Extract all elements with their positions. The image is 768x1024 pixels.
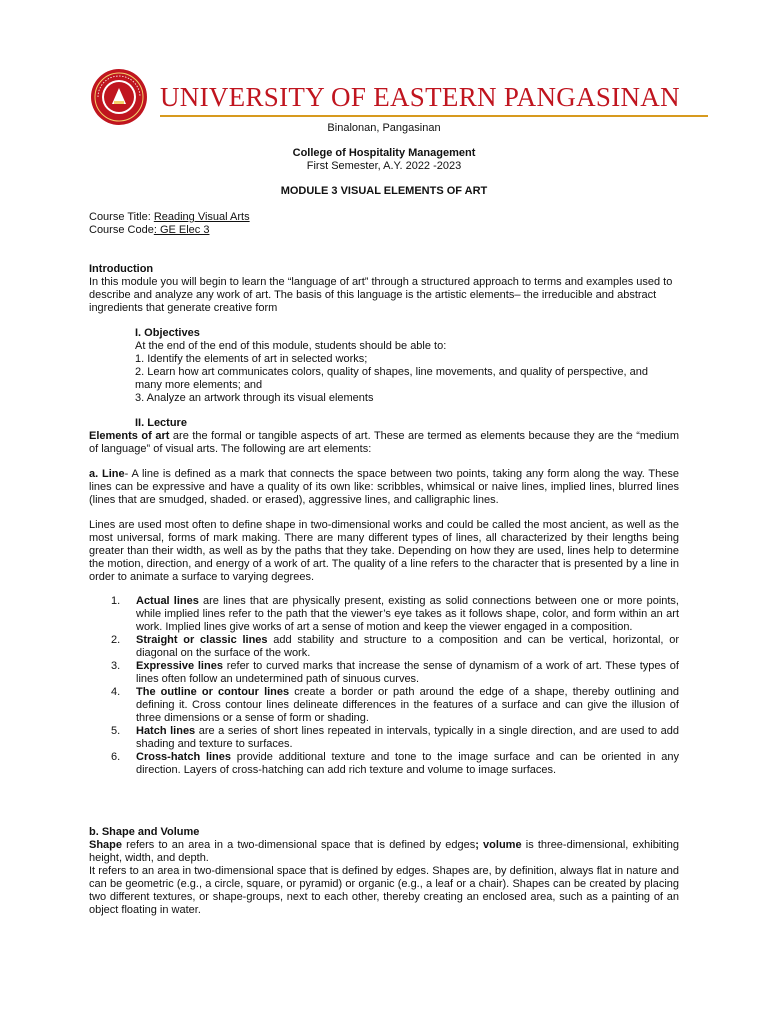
objective-item: 3. Analyze an artwork through its visual elements <box>135 392 374 404</box>
objective-item: 1. Identify the elements of art in selected works; <box>135 353 368 365</box>
course-title-label: Course Title: <box>89 211 154 223</box>
shape-semicolon: ; <box>475 839 479 851</box>
elements-term: Elements of art <box>89 430 170 442</box>
list-number: 6. <box>111 751 121 763</box>
line-paragraph <box>89 468 679 507</box>
list-text: add stability and structure to a composition and can be vertical, horizontal, or diagonal on the surface of the work. <box>136 634 679 659</box>
line-term: a. Line <box>89 468 125 480</box>
list-item <box>89 686 679 725</box>
list-text: are lines that are physically present, existing as solid connections between one or more points, while implied lines refer to the path that the viewer’s eye takes as it follows shape, color, and form within an art work. Implied lines give works of art a sense of motion and keep the viewer engaged in a composition. <box>136 595 679 633</box>
course-title-value: Reading Visual Arts <box>153 211 250 223</box>
list-number: 3. <box>111 660 121 672</box>
list-term: Actual lines <box>136 595 199 607</box>
objectives-section <box>135 327 675 405</box>
list-number: 4. <box>111 686 121 698</box>
list-item <box>89 751 679 777</box>
header-divider <box>160 115 708 117</box>
elements-text: are the formal or tangible aspects of art. These are termed as elements because they are the “medium of language” of visual arts. The following are art elements: <box>89 430 679 455</box>
shape-definition <box>89 839 679 865</box>
shape-term: Shape <box>89 839 123 851</box>
course-code-line <box>89 224 679 237</box>
letterhead <box>88 68 718 124</box>
college-name: College of Hospitality Management <box>292 147 476 159</box>
objective-item: 2. Learn how art communicates colors, quality of shapes, line movements, and quality of perspective, and many more elements; and <box>135 366 648 391</box>
lecture-heading: II. Lecture <box>135 417 187 429</box>
list-term: Expressive lines <box>136 660 223 672</box>
shape-text-1: refers to an area in a two-dimensional space that is defined by edges <box>122 839 476 851</box>
list-term: Hatch lines <box>136 725 196 737</box>
lines-paragraph: Lines are used most often to define shape in two-dimensional works and could be called the most ancient, as well as the most universal, forms of mark making. There are many different types of lines, all characterized by their lengths being greater than their width, as well as by the paths that they take. Depending on how they are used, lines help to determine the motion, direction, and energy of a work of art. The quality of a line refers to the character that is presented by a line in order to animate a surface to varying degrees. <box>89 519 679 583</box>
line-text: - A line is defined as a mark that connects the space between two points, taking any form along the way. These lines can be expressive and have a quality of its own like: scribbles, whimsical or naive lines, implied lines, blurred lines (lines that are smudged, shaded. or erased), aggressive lines, and calligraphic lines. <box>89 468 680 506</box>
list-text: are a series of short lines repeated in intervals, typically in a single direction, and are used to add shading and texture to surfaces. <box>136 725 679 750</box>
course-info <box>89 211 679 237</box>
list-number: 5. <box>111 725 121 737</box>
shape-heading: b. Shape and Volume <box>89 826 200 838</box>
list-item <box>89 595 679 634</box>
elements-paragraph <box>89 430 679 456</box>
semester: First Semester, A.Y. 2022 -2023 <box>306 160 462 172</box>
list-term: Cross-hatch lines <box>136 751 232 763</box>
location: Binalonan, Pangasinan <box>327 122 441 134</box>
list-term: Straight or classic lines <box>136 634 268 646</box>
university-seal-icon <box>90 68 148 126</box>
introduction-text: In this module you will begin to learn the “language of art” through a structured approach to terms and examples used to describe and analyze any work of art. The basis of this language is the artistic elements– the irreducible and abstract ingredients that generate creative form <box>89 276 673 314</box>
university-name: UNIVERSITY OF EASTERN PANGASINAN <box>160 82 680 112</box>
module-title: MODULE 3 VISUAL ELEMENTS OF ART <box>280 185 488 197</box>
volume-term: volume <box>478 839 522 851</box>
course-title-line <box>89 211 679 224</box>
course-code-value: : GE Elec 3 <box>153 224 210 236</box>
shape-paragraph: It refers to an area in two-dimensional space that is defined by edges. Shapes are, by definition, always flat in nature and can be geometric (e.g., a circle, square, or pyramid) or organic (e.g., a leaf or a chair). Shapes can be created by placing two different textures, or shape-groups, next to each other, thereby creating an enclosed area, such as a painting of an object floating in water. <box>89 865 679 916</box>
line-types-list <box>89 595 679 777</box>
list-number: 1. <box>111 595 121 607</box>
objectives-intro: At the end of the end of this module, students should be able to: <box>135 340 447 352</box>
objectives-heading: I. Objectives <box>135 327 200 339</box>
list-term: The outline or contour lines <box>136 686 290 698</box>
list-item <box>89 660 679 686</box>
list-item <box>89 725 679 751</box>
introduction-section <box>89 263 679 315</box>
list-item <box>89 634 679 660</box>
introduction-heading: Introduction <box>89 263 154 275</box>
list-number: 2. <box>111 634 121 646</box>
list-text: provide additional texture and tone to the image surface and can be oriented in any direction. Layers of cross-hatching can add rich texture and volume to image surfaces. <box>136 751 679 776</box>
course-code-label: Course Code <box>89 224 154 236</box>
list-text: create a border or path around the edge of a shape, thereby outlining and defining it. Cross contour lines delineate differences in the features of a surface and can give the illusion of three dimensions or a sense of form or shading. <box>136 686 679 724</box>
shape-text-2: is three-dimensional, exhibiting height, width, and depth. <box>89 839 679 864</box>
list-text: refer to curved marks that increase the sense of dynamism of a work of art. These types of lines often follow an undetermined path of sinuous curves. <box>136 660 679 685</box>
